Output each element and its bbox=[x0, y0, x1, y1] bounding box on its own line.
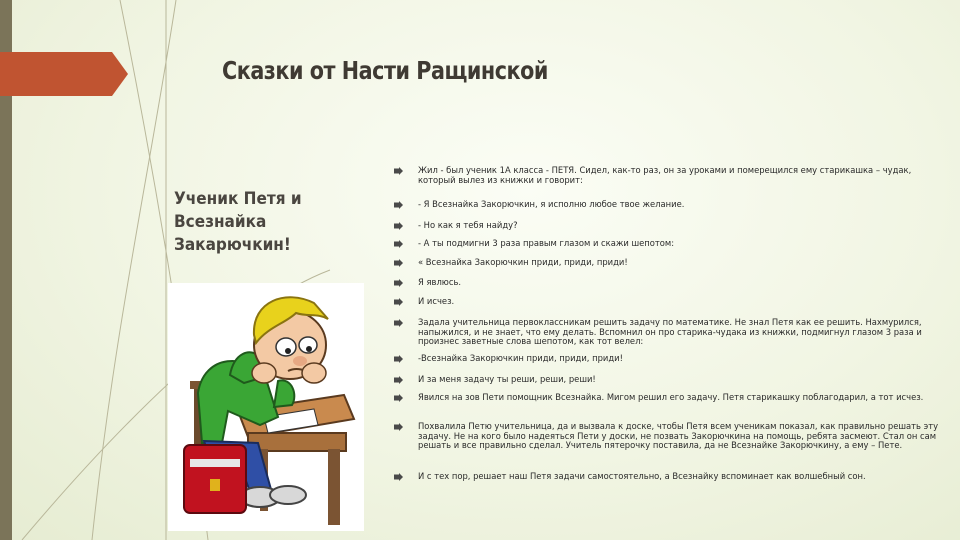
arrow-right-icon bbox=[394, 240, 403, 248]
story-item: Явился на зов Пети помощник Всезнайка. Мигом решил его задачу. Петя старикашку поблагодарил, а тот исчез. bbox=[394, 393, 946, 403]
story-item: Похвалила Петю учительница, да и вызвала к доске, чтобы Петя всем ученикам показал, как правильно решать эту задачу. Не на кого было надеяться Пети у доски, не позвать Закорючкина на помощь, ребята засмеют. Стал он сам решать и все правильно сделал. Учитель пятерочку поставила, да не Всезнайке Закорючкину, а ему – Пете. bbox=[394, 422, 946, 451]
boy-at-desk-illustration bbox=[168, 283, 364, 531]
arrow-right-icon bbox=[394, 376, 403, 384]
story-item: - А ты подмигни 3 раза правым глазом и скажи шепотом: bbox=[394, 239, 946, 249]
story-item: « Всезнайка Закорючкин приди, приди, приди! bbox=[394, 258, 946, 268]
arrow-right-icon bbox=[394, 298, 403, 306]
arrow-right-icon bbox=[394, 423, 403, 431]
story-item: Жил - был ученик 1А класса - ПЕТЯ. Сидел, как-то раз, он за уроками и померещился ему старикашка – чудак, который вылез из книжки и говорит: bbox=[394, 166, 946, 185]
story-item: - Я Всезнайка Закорючкин, я исполню любое твое желание. bbox=[394, 200, 946, 210]
arrow-right-icon bbox=[394, 355, 403, 363]
story-item: - Но как я тебя найду? bbox=[394, 221, 946, 231]
arrow-right-icon bbox=[394, 259, 403, 267]
arrow-right-icon bbox=[394, 319, 403, 327]
slide-subtitle: Ученик Петя и Всезнайка Закарючкин! bbox=[174, 189, 302, 255]
story-item: И за меня задачу ты реши, реши, реши! bbox=[394, 375, 946, 385]
title-accent-ribbon bbox=[0, 52, 128, 96]
arrow-right-icon bbox=[394, 222, 403, 230]
arrow-right-icon bbox=[394, 279, 403, 287]
slide-title: Сказки от Насти Ращинской bbox=[222, 56, 548, 85]
arrow-right-icon bbox=[394, 394, 403, 402]
arrow-right-icon bbox=[394, 167, 403, 175]
story-item: И с тех пор, решает наш Петя задачи самостоятельно, а Всезнайку вспоминает как волшебный сон. bbox=[394, 472, 946, 482]
story-item: И исчез. bbox=[394, 297, 946, 307]
story-item: Я явлюсь. bbox=[394, 278, 946, 288]
illustration-boy-at-desk bbox=[168, 283, 364, 531]
story-item: -Всезнайка Закорючкин приди, приди, приди! bbox=[394, 354, 946, 364]
arrow-right-icon bbox=[394, 201, 403, 209]
arrow-right-icon bbox=[394, 473, 403, 481]
story-item: Задала учительница первоклассникам решить задачу по математике. Не знал Петя как ее решить. Нахмурился, напыжился, и не знает, что ему делать. Вспомнил он про старика-чудака из книжки, подмигнул глазом 3 раза и произнес заветные слова шепотом, как тот велел: bbox=[394, 318, 946, 347]
